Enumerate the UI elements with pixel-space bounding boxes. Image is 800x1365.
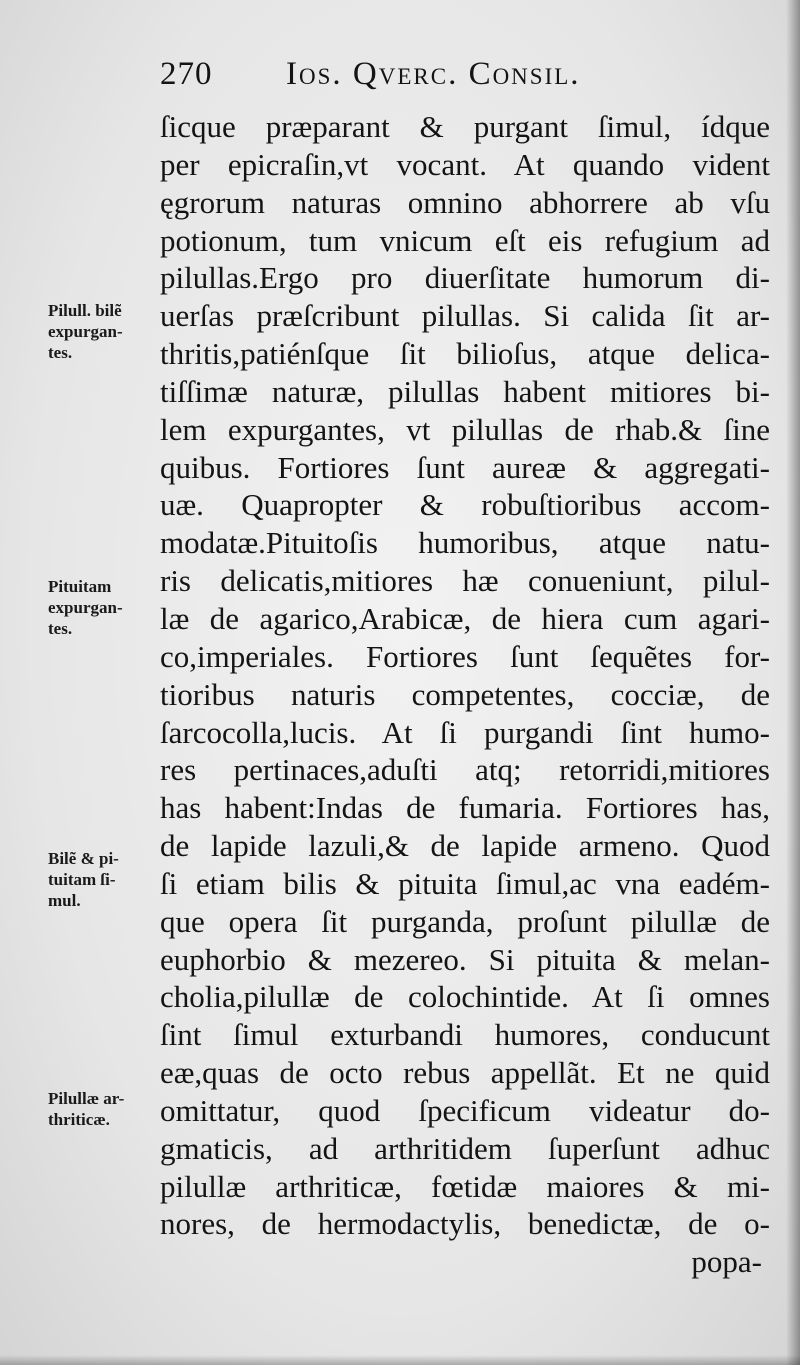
text-line: res pertinaces,aduſti atq; retorridi,mitiores [160, 752, 770, 788]
margin-note-line: mul. [48, 891, 81, 910]
margin-note-line: Bilẽ & pi- [48, 849, 119, 868]
margin-note-line: Pilullæ ar- [48, 1089, 125, 1108]
body-text [160, 108, 770, 1281]
text-line: pilullæ arthriticæ, fœtidæ maiores & mi- [160, 1168, 770, 1204]
text-line: has habent:Indas de fumaria. Fortiores has, [160, 790, 770, 826]
margin-note-pituitam [48, 576, 160, 639]
text-line: que opera ſit purganda, proſunt pilullæ de [160, 903, 770, 939]
catchword: popa- [691, 1244, 762, 1280]
text-line: pilullas.Ergo pro diuerſitate humorum di- [160, 260, 770, 296]
page-number: 270 [160, 56, 213, 92]
margin-note-bile [48, 300, 160, 363]
text-line: læ de agarico,Arabicæ, de hiera cum agari- [160, 600, 770, 636]
text-line: per epicraſin,vt vocant. At quando vident [160, 146, 770, 182]
text-line: uerſas præſcribunt pilullas. Si calida ſit ar- [160, 298, 770, 334]
page-header [160, 56, 680, 96]
page-bottom-shadow [0, 1355, 800, 1365]
text-line: co,imperiales. Fortiores ſunt ſequẽtes for- [160, 638, 770, 674]
text-line: omittatur, quod ſpecificum videatur do- [160, 1092, 770, 1128]
text-line: ſarcocolla,lucis. At ſi purgandi ſint humo- [160, 714, 770, 750]
text-line: tiſſimæ naturæ, pilullas habent mitiores bi- [160, 373, 770, 409]
text-line: uæ. Quapropter & robuſtioribus accom- [160, 487, 770, 523]
text-line: modatæ.Pituitoſis humoribus, atque natu- [160, 525, 770, 561]
text-line: lem expurgantes, vt pilullas de rhab.& ſine [160, 411, 770, 447]
text-line: tioribus naturis competentes, cocciæ, de [160, 676, 770, 712]
margin-note-line: thriticæ. [48, 1110, 110, 1129]
margin-note-line: tuitam ſi- [48, 870, 116, 889]
page-edge-shadow [786, 0, 800, 1365]
text-line: ęgrorum naturas omnino abhorrere ab vſu [160, 184, 770, 220]
text-line: thritis,patiénſque ſit bilioſus, atque delica- [160, 336, 770, 372]
text-line: ris delicatis,mitiores hæ conueniunt, pilul- [160, 563, 770, 599]
margin-note-arthriticae [48, 1088, 160, 1130]
margin-note-line: expurgan- [48, 598, 123, 617]
text-line: ſi etiam bilis & pituita ſimul,ac vna eadém- [160, 865, 770, 901]
text-line: gmaticis, ad arthritidem ſuperſunt adhuc [160, 1130, 770, 1166]
margin-note-line: Pituitam [48, 577, 112, 596]
margin-note-bile-pituitam [48, 848, 160, 911]
text-line: quibus. Fortiores ſunt aureæ & aggregati- [160, 449, 770, 485]
text-line: ſicque præparant & purgant ſimul, ídque [160, 109, 770, 144]
text-line: eæ,quas de octo rebus appellãt. Et ne quid [160, 1055, 770, 1091]
text-line: nores, de hermodactylis, benedictæ, de o- [160, 1206, 770, 1242]
text-line: ſint ſimul exturbandi humores, conducunt [160, 1017, 770, 1053]
text-line: potionum, tum vnicum eſt eis refugium ad [160, 222, 770, 258]
text-line: cholia,pilullæ de colochintide. At ſi omnes [160, 979, 770, 1015]
text-line: de lapide lazuli,& de lapide armeno. Quod [160, 828, 770, 864]
margin-note-line: expurgan- [48, 322, 123, 341]
text-line: euphorbio & mezereo. Si pituita & melan- [160, 941, 770, 977]
margin-note-line: Pilull. bilẽ [48, 301, 122, 320]
margin-note-line: tes. [48, 343, 73, 362]
margin-note-line: tes. [48, 619, 73, 638]
running-head: Ios. Qverc. Consil. [286, 56, 581, 92]
